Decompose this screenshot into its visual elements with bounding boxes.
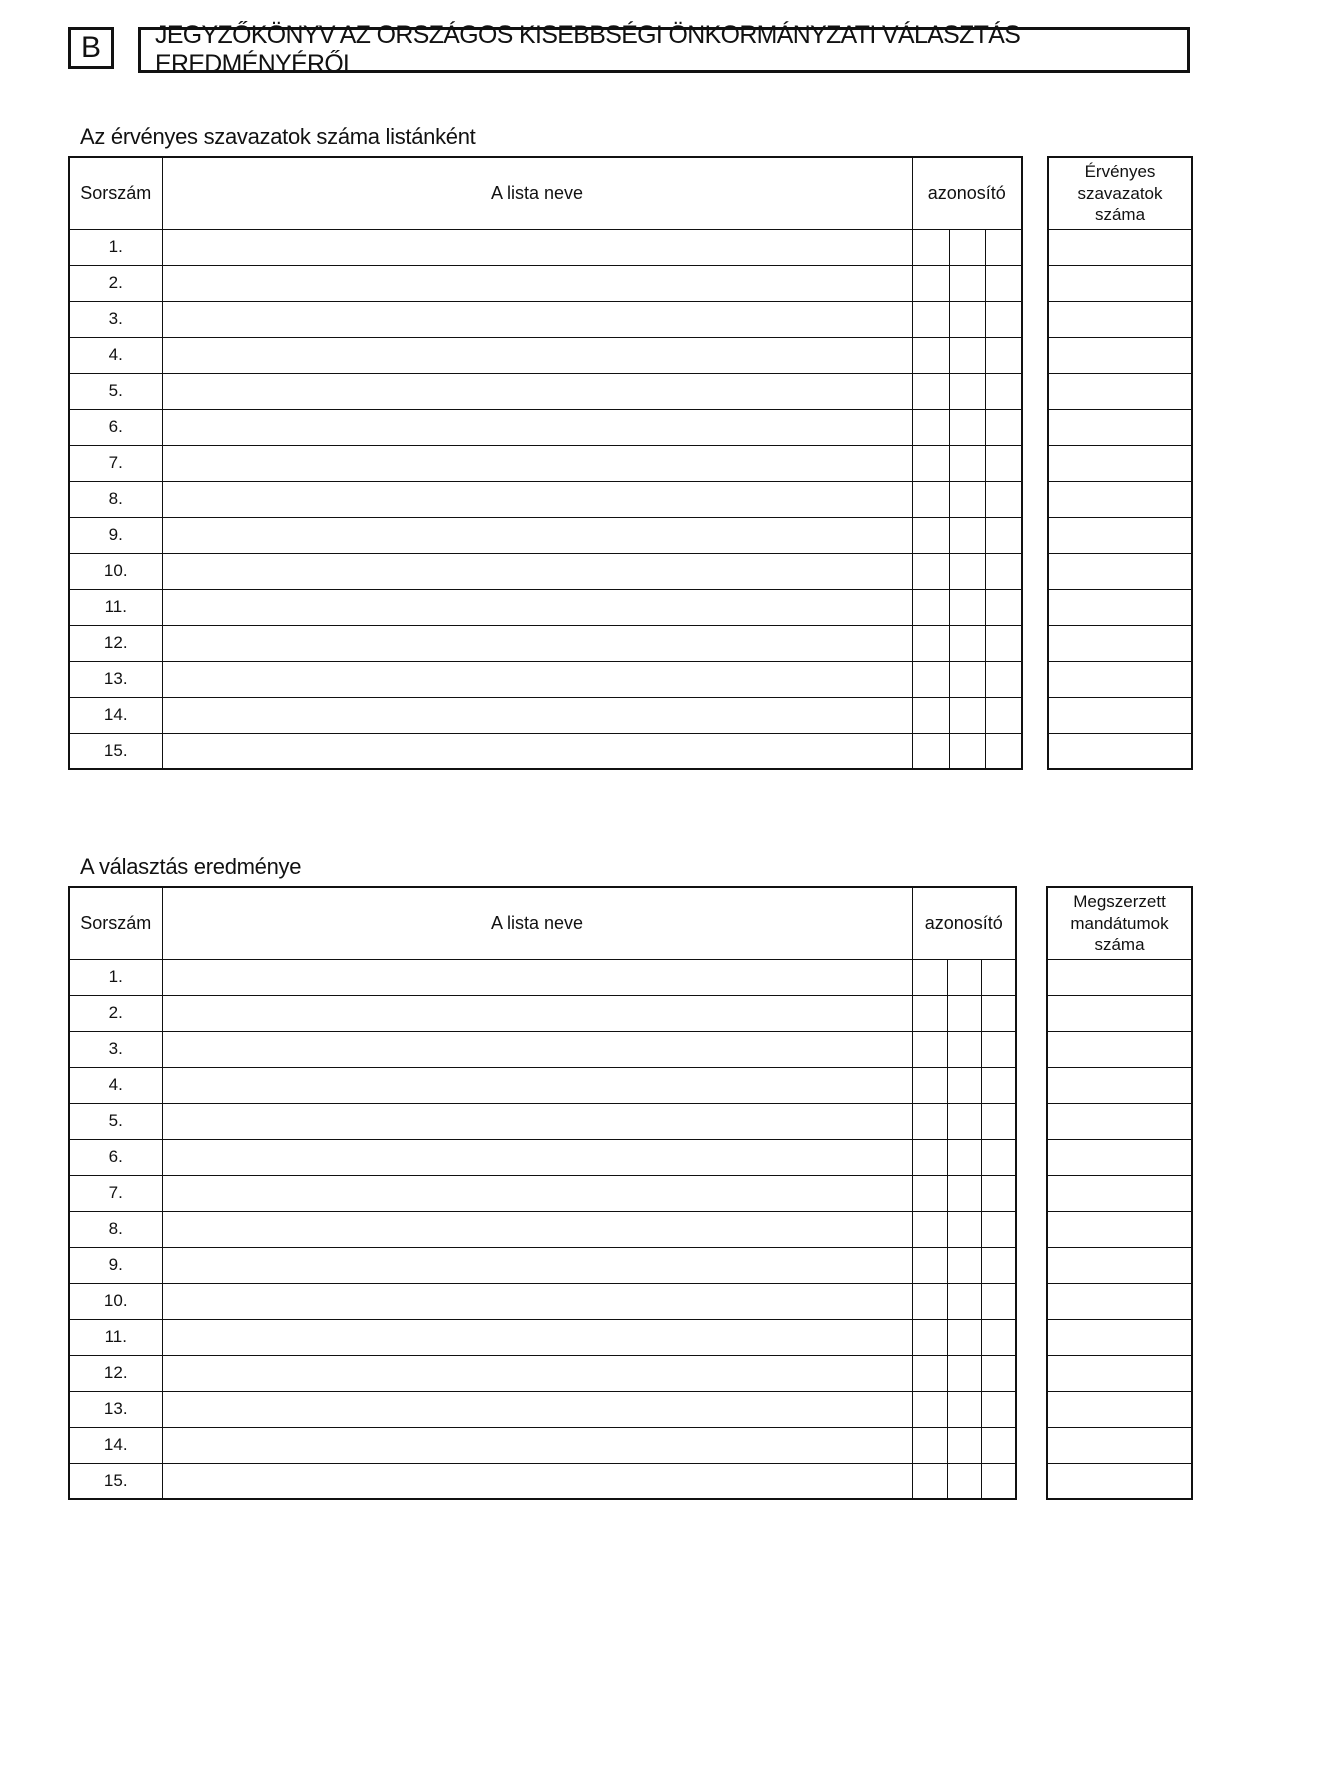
- identifier-digit-cell[interactable]: [981, 1247, 1016, 1283]
- list-name-cell[interactable]: [162, 373, 912, 409]
- row-number: 3.: [69, 301, 162, 337]
- count-cell[interactable]: [1048, 553, 1192, 589]
- row-number: 12.: [69, 1355, 162, 1391]
- identifier-digit-cell[interactable]: [981, 1175, 1016, 1211]
- header-line: száma: [1094, 934, 1145, 954]
- count-row: [1048, 697, 1192, 733]
- count-row: [1047, 1031, 1192, 1067]
- identifier-digit-cell[interactable]: [981, 1211, 1016, 1247]
- table-row: [69, 553, 1022, 589]
- identifier-digit-cell[interactable]: [912, 1211, 947, 1247]
- list-name-cell[interactable]: [162, 1319, 912, 1355]
- count-cell[interactable]: [1047, 1283, 1192, 1319]
- identifier-digit-cell[interactable]: [912, 1355, 947, 1391]
- identifier-digit-cell[interactable]: [985, 337, 1022, 373]
- table-row: [69, 995, 1016, 1031]
- identifier-digit-cell[interactable]: [912, 995, 947, 1031]
- header-line: száma: [1094, 204, 1146, 224]
- identifier-digit-cell[interactable]: [985, 625, 1022, 661]
- row-number: 1.: [69, 959, 162, 995]
- identifier-digit-cell[interactable]: [949, 445, 985, 481]
- row-number: 2.: [69, 265, 162, 301]
- header-line: mandátumok: [1070, 913, 1169, 933]
- identifier-digit-cell[interactable]: [912, 625, 949, 661]
- count-row: [1048, 733, 1192, 769]
- count-cell[interactable]: [1048, 697, 1192, 733]
- identifier-digit-cell[interactable]: [981, 959, 1016, 995]
- identifier-digit-cell[interactable]: [981, 1427, 1016, 1463]
- count-cell[interactable]: [1048, 481, 1192, 517]
- count-cell[interactable]: [1047, 1355, 1192, 1391]
- identifier-digit-cell[interactable]: [947, 1247, 981, 1283]
- count-row: [1047, 1319, 1192, 1355]
- valid-votes-count-table: [1047, 156, 1193, 770]
- count-row: [1047, 1247, 1192, 1283]
- identifier-digit-cell[interactable]: [949, 337, 985, 373]
- table-row: [69, 1319, 1016, 1355]
- table-row: [69, 1175, 1016, 1211]
- header-azonosito: azonosító: [912, 157, 1022, 229]
- table-row: [69, 1463, 1016, 1499]
- identifier-digit-cell[interactable]: [981, 1103, 1016, 1139]
- row-number: 6.: [69, 1139, 162, 1175]
- header-line: Érvényes: [1084, 162, 1156, 182]
- count-cell[interactable]: [1047, 1103, 1192, 1139]
- identifier-digit-cell[interactable]: [912, 661, 949, 697]
- header-sorszam: Sorszám: [69, 157, 162, 229]
- identifier-digit-cell[interactable]: [985, 697, 1022, 733]
- count-row: [1047, 1427, 1192, 1463]
- identifier-digit-cell[interactable]: [985, 481, 1022, 517]
- identifier-digit-cell[interactable]: [912, 959, 947, 995]
- list-name-cell[interactable]: [162, 1427, 912, 1463]
- identifier-digit-cell[interactable]: [947, 959, 981, 995]
- count-cell[interactable]: [1047, 1463, 1192, 1499]
- count-row: [1048, 661, 1192, 697]
- count-row: [1047, 995, 1192, 1031]
- identifier-digit-cell[interactable]: [949, 733, 985, 769]
- identifier-digit-cell[interactable]: [947, 1283, 981, 1319]
- identifier-digit-cell[interactable]: [912, 589, 949, 625]
- count-cell[interactable]: [1047, 1247, 1192, 1283]
- identifier-digit-cell[interactable]: [981, 1139, 1016, 1175]
- identifier-digit-cell[interactable]: [949, 229, 985, 265]
- table-row: [69, 1427, 1016, 1463]
- count-cell[interactable]: [1048, 625, 1192, 661]
- header-azonosito: azonosító: [912, 887, 1016, 959]
- identifier-digit-cell[interactable]: [912, 1031, 947, 1067]
- row-number: 4.: [69, 337, 162, 373]
- identifier-digit-cell[interactable]: [949, 625, 985, 661]
- header-megszerzett-mandatumok: [1047, 887, 1192, 959]
- form-letter-box: [68, 27, 114, 69]
- identifier-digit-cell[interactable]: [912, 1391, 947, 1427]
- count-cell[interactable]: [1048, 373, 1192, 409]
- count-cell[interactable]: [1048, 337, 1192, 373]
- header-ervenyes-szavazatok: [1048, 157, 1192, 229]
- identifier-digit-cell[interactable]: [981, 1319, 1016, 1355]
- form-title: JEGYZŐKÖNYV AZ ORSZÁGOS KISEBBSÉGI ÖNKORMÁNYZATI VÁLASZTÁS EREDMÉNYÉRŐL: [155, 21, 1021, 78]
- table-row: [69, 1391, 1016, 1427]
- row-number: 10.: [69, 553, 162, 589]
- valid-votes-table: [68, 156, 1023, 770]
- count-row: [1047, 1283, 1192, 1319]
- count-cell[interactable]: [1048, 229, 1192, 265]
- identifier-digit-cell[interactable]: [947, 1391, 981, 1427]
- section1-title: Az érvényes szavazatok száma listánként: [80, 124, 476, 149]
- identifier-digit-cell[interactable]: [985, 589, 1022, 625]
- table-row: [69, 1283, 1016, 1319]
- count-row: [1048, 625, 1192, 661]
- table-row: [69, 1139, 1016, 1175]
- count-cell[interactable]: [1048, 409, 1192, 445]
- identifier-digit-cell[interactable]: [949, 553, 985, 589]
- list-name-cell[interactable]: [162, 445, 912, 481]
- identifier-digit-cell[interactable]: [947, 1031, 981, 1067]
- list-name-cell[interactable]: [162, 1031, 912, 1067]
- count-cell[interactable]: [1048, 589, 1192, 625]
- header-line: Megszerzett: [1073, 892, 1166, 912]
- count-row: [1047, 1463, 1192, 1499]
- list-name-cell[interactable]: [162, 1175, 912, 1211]
- identifier-digit-cell[interactable]: [981, 1355, 1016, 1391]
- count-row: [1048, 409, 1192, 445]
- identifier-digit-cell[interactable]: [947, 1139, 981, 1175]
- list-name-cell[interactable]: [162, 1355, 912, 1391]
- count-cell[interactable]: [1047, 959, 1192, 995]
- list-name-cell[interactable]: [162, 1103, 912, 1139]
- identifier-digit-cell[interactable]: [949, 697, 985, 733]
- table-row: [69, 517, 1022, 553]
- count-cell[interactable]: [1047, 1031, 1192, 1067]
- table-row: [69, 265, 1022, 301]
- list-name-cell[interactable]: [162, 409, 912, 445]
- identifier-digit-cell[interactable]: [912, 373, 949, 409]
- identifier-digit-cell[interactable]: [912, 553, 949, 589]
- list-name-cell[interactable]: [162, 1247, 912, 1283]
- election-result-body: [69, 887, 1016, 1499]
- row-number: 13.: [69, 1391, 162, 1427]
- table-row: [69, 697, 1022, 733]
- list-name-cell[interactable]: [162, 589, 912, 625]
- table-row: [69, 959, 1016, 995]
- table-row: [69, 481, 1022, 517]
- count-row: [1047, 1355, 1192, 1391]
- identifier-digit-cell[interactable]: [912, 1319, 947, 1355]
- header-lista-neve: A lista neve: [162, 887, 912, 959]
- identifier-digit-cell[interactable]: [949, 589, 985, 625]
- table-row: [69, 589, 1022, 625]
- identifier-digit-cell[interactable]: [912, 733, 949, 769]
- identifier-digit-cell[interactable]: [912, 1103, 947, 1139]
- identifier-digit-cell[interactable]: [912, 1463, 947, 1499]
- identifier-digit-cell[interactable]: [912, 1175, 947, 1211]
- identifier-digit-cell[interactable]: [949, 517, 985, 553]
- identifier-digit-cell[interactable]: [912, 301, 949, 337]
- table-header-row: [69, 887, 1016, 959]
- header-line: szavazatok: [1077, 183, 1163, 203]
- list-name-cell[interactable]: [162, 1139, 912, 1175]
- identifier-digit-cell[interactable]: [912, 1067, 947, 1103]
- table-row: [69, 625, 1022, 661]
- identifier-digit-cell[interactable]: [985, 445, 1022, 481]
- table-row: [69, 409, 1022, 445]
- identifier-digit-cell[interactable]: [912, 1427, 947, 1463]
- row-number: 4.: [69, 1067, 162, 1103]
- identifier-digit-cell[interactable]: [912, 517, 949, 553]
- identifier-digit-cell[interactable]: [912, 445, 949, 481]
- list-name-cell[interactable]: [162, 1211, 912, 1247]
- table-row: [69, 661, 1022, 697]
- identifier-digit-cell[interactable]: [985, 733, 1022, 769]
- row-number: 15.: [69, 733, 162, 769]
- valid-votes-body: [69, 157, 1022, 769]
- mandates-count-body: [1047, 887, 1192, 1499]
- form-title-box: [138, 21, 1190, 78]
- count-row: [1047, 1391, 1192, 1427]
- list-name-cell[interactable]: [162, 229, 912, 265]
- identifier-digit-cell[interactable]: [947, 1355, 981, 1391]
- identifier-digit-cell[interactable]: [912, 481, 949, 517]
- identifier-digit-cell[interactable]: [985, 409, 1022, 445]
- count-cell[interactable]: [1048, 265, 1192, 301]
- count-row: [1047, 1067, 1192, 1103]
- row-number: 8.: [69, 481, 162, 517]
- list-name-cell[interactable]: [162, 1067, 912, 1103]
- identifier-digit-cell[interactable]: [947, 1103, 981, 1139]
- identifier-digit-cell[interactable]: [949, 373, 985, 409]
- table-row: [69, 301, 1022, 337]
- table-row: [69, 337, 1022, 373]
- count-row: [1048, 337, 1192, 373]
- row-number: 3.: [69, 1031, 162, 1067]
- identifier-digit-cell[interactable]: [981, 1067, 1016, 1103]
- count-row: [1048, 445, 1192, 481]
- header-sorszam: Sorszám: [69, 887, 162, 959]
- row-number: 14.: [69, 697, 162, 733]
- table-row: [69, 733, 1022, 769]
- count-row: [1048, 553, 1192, 589]
- identifier-digit-cell[interactable]: [985, 553, 1022, 589]
- election-result-table: [68, 886, 1017, 1500]
- count-cell[interactable]: [1048, 445, 1192, 481]
- count-cell[interactable]: [1047, 1175, 1192, 1211]
- count-cell[interactable]: [1048, 733, 1192, 769]
- table-row: [69, 1103, 1016, 1139]
- row-number: 11.: [69, 1319, 162, 1355]
- row-number: 9.: [69, 1247, 162, 1283]
- row-number: 12.: [69, 625, 162, 661]
- section2-title: A választás eredménye: [80, 854, 302, 879]
- row-number: 5.: [69, 373, 162, 409]
- count-row: [1048, 373, 1192, 409]
- header-lista-neve: A lista neve: [162, 157, 912, 229]
- list-name-cell[interactable]: [162, 553, 912, 589]
- list-name-cell[interactable]: [162, 995, 912, 1031]
- count-row: [1047, 1175, 1192, 1211]
- identifier-digit-cell[interactable]: [981, 995, 1016, 1031]
- list-name-cell[interactable]: [162, 1283, 912, 1319]
- count-row: [1048, 301, 1192, 337]
- row-number: 5.: [69, 1103, 162, 1139]
- list-name-cell[interactable]: [162, 481, 912, 517]
- table-row: [69, 1031, 1016, 1067]
- table-row: [69, 1247, 1016, 1283]
- count-row: [1048, 265, 1192, 301]
- row-number: 8.: [69, 1211, 162, 1247]
- list-name-cell[interactable]: [162, 697, 912, 733]
- identifier-digit-cell[interactable]: [912, 1247, 947, 1283]
- identifier-digit-cell[interactable]: [912, 229, 949, 265]
- count-row: [1047, 1139, 1192, 1175]
- identifier-digit-cell[interactable]: [949, 301, 985, 337]
- count-row: [1047, 1211, 1192, 1247]
- identifier-digit-cell[interactable]: [949, 409, 985, 445]
- mandates-count-table: [1046, 886, 1193, 1500]
- count-header-row: [1047, 887, 1192, 959]
- row-number: 7.: [69, 445, 162, 481]
- identifier-digit-cell[interactable]: [947, 995, 981, 1031]
- row-number: 7.: [69, 1175, 162, 1211]
- identifier-digit-cell[interactable]: [981, 1031, 1016, 1067]
- row-number: 13.: [69, 661, 162, 697]
- identifier-digit-cell[interactable]: [947, 1463, 981, 1499]
- count-cell[interactable]: [1047, 1067, 1192, 1103]
- row-number: 6.: [69, 409, 162, 445]
- identifier-digit-cell[interactable]: [985, 661, 1022, 697]
- row-number: 9.: [69, 517, 162, 553]
- table-row: [69, 1067, 1016, 1103]
- count-cell[interactable]: [1047, 1319, 1192, 1355]
- count-cell[interactable]: [1048, 517, 1192, 553]
- table-row: [69, 373, 1022, 409]
- identifier-digit-cell[interactable]: [912, 337, 949, 373]
- list-name-cell[interactable]: [162, 1391, 912, 1427]
- count-cell[interactable]: [1047, 1391, 1192, 1427]
- table-row: [69, 1211, 1016, 1247]
- list-name-cell[interactable]: [162, 337, 912, 373]
- identifier-digit-cell[interactable]: [985, 301, 1022, 337]
- list-name-cell[interactable]: [162, 625, 912, 661]
- list-name-cell[interactable]: [162, 1463, 912, 1499]
- identifier-digit-cell[interactable]: [912, 265, 949, 301]
- list-name-cell[interactable]: [162, 733, 912, 769]
- identifier-digit-cell[interactable]: [949, 265, 985, 301]
- row-number: 14.: [69, 1427, 162, 1463]
- row-number: 15.: [69, 1463, 162, 1499]
- row-number: 1.: [69, 229, 162, 265]
- count-row: [1047, 1103, 1192, 1139]
- list-name-cell[interactable]: [162, 959, 912, 995]
- list-name-cell[interactable]: [162, 661, 912, 697]
- identifier-digit-cell[interactable]: [985, 265, 1022, 301]
- identifier-digit-cell[interactable]: [985, 517, 1022, 553]
- identifier-digit-cell[interactable]: [981, 1391, 1016, 1427]
- table-row: [69, 445, 1022, 481]
- list-name-cell[interactable]: [162, 265, 912, 301]
- list-name-cell[interactable]: [162, 517, 912, 553]
- identifier-digit-cell[interactable]: [981, 1283, 1016, 1319]
- identifier-digit-cell[interactable]: [947, 1319, 981, 1355]
- count-cell[interactable]: [1047, 1427, 1192, 1463]
- identifier-digit-cell[interactable]: [949, 481, 985, 517]
- identifier-digit-cell[interactable]: [981, 1463, 1016, 1499]
- count-row: [1048, 481, 1192, 517]
- count-row: [1048, 589, 1192, 625]
- identifier-digit-cell[interactable]: [947, 1427, 981, 1463]
- identifier-digit-cell[interactable]: [949, 661, 985, 697]
- count-cell[interactable]: [1047, 1139, 1192, 1175]
- count-header-row: [1048, 157, 1192, 229]
- count-cell[interactable]: [1047, 1211, 1192, 1247]
- identifier-digit-cell[interactable]: [947, 1211, 981, 1247]
- list-name-cell[interactable]: [162, 301, 912, 337]
- identifier-digit-cell[interactable]: [985, 373, 1022, 409]
- identifier-digit-cell[interactable]: [912, 1139, 947, 1175]
- table-row: [69, 229, 1022, 265]
- identifier-digit-cell[interactable]: [947, 1175, 981, 1211]
- table-header-row: [69, 157, 1022, 229]
- row-number: 2.: [69, 995, 162, 1031]
- count-cell[interactable]: [1048, 301, 1192, 337]
- count-cell[interactable]: [1047, 995, 1192, 1031]
- form-letter: B: [80, 31, 101, 64]
- identifier-digit-cell[interactable]: [912, 697, 949, 733]
- valid-votes-count-body: [1048, 157, 1192, 769]
- identifier-digit-cell[interactable]: [912, 409, 949, 445]
- row-number: 11.: [69, 589, 162, 625]
- count-row: [1048, 517, 1192, 553]
- count-row: [1048, 229, 1192, 265]
- table-row: [69, 1355, 1016, 1391]
- count-cell[interactable]: [1048, 661, 1192, 697]
- identifier-digit-cell[interactable]: [947, 1067, 981, 1103]
- row-number: 10.: [69, 1283, 162, 1319]
- count-row: [1047, 959, 1192, 995]
- identifier-digit-cell[interactable]: [912, 1283, 947, 1319]
- identifier-digit-cell[interactable]: [985, 229, 1022, 265]
